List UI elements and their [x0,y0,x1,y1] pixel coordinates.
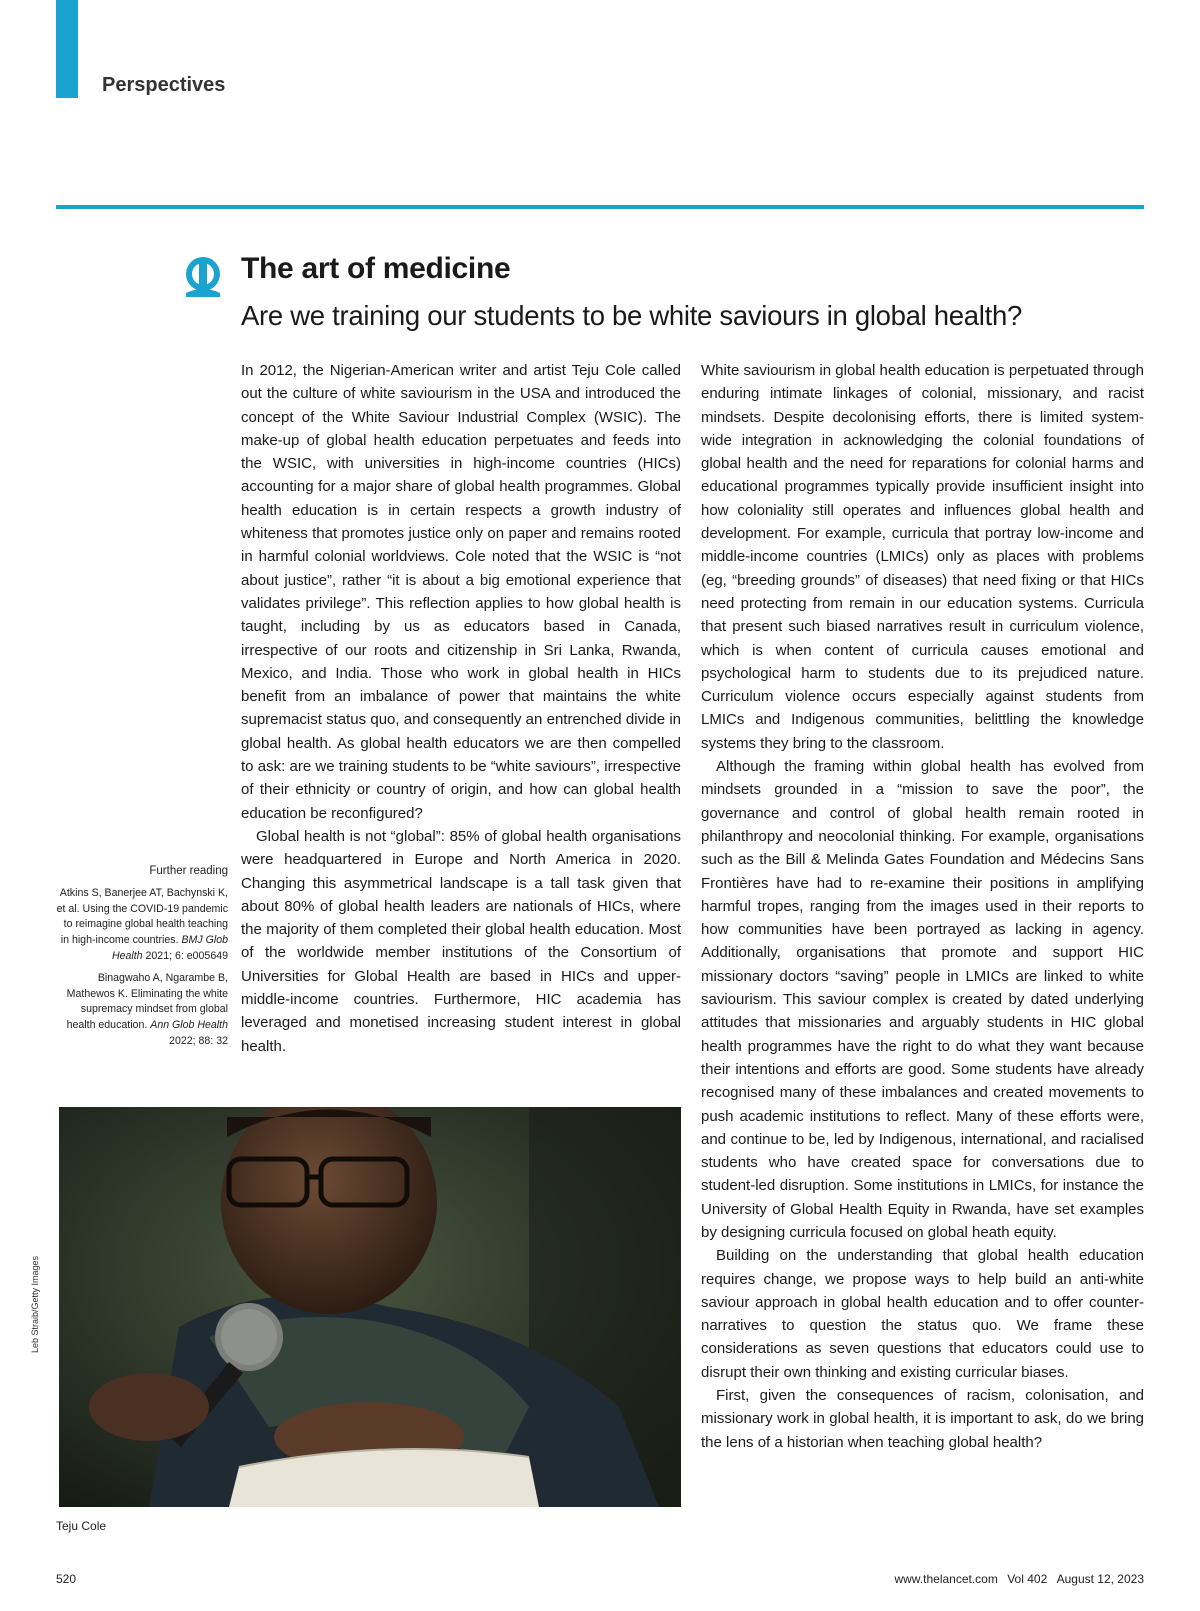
article-body-left [241,359,681,1058]
crossmark-icon[interactable] [180,253,226,299]
section-color-tab [56,0,78,98]
reference-journal: Ann Glob Health [150,1019,228,1032]
journal-footer [844,1572,1144,1586]
reference-citation: 2021; 6: e005649 [145,949,228,962]
further-reading [56,864,228,1056]
reference-authors: Atkins S, Banerjee AT, Bachynski K, et al. Using the COVID-19 pandemic to reimagine global health teaching in high-income countries. [56,886,228,947]
reference-authors: Binagwaho A, Ngarambe B, Mathewos K. Eliminating the white supremacy mindset from global health education. [66,971,228,1032]
photo-illustration [59,1107,681,1507]
page-number: 520 [56,1572,77,1586]
reference-item[interactable] [56,971,228,1050]
header-rule [56,205,1144,209]
issue-date: August 12, 2023 [1056,1572,1144,1586]
body-paragraph: Building on the understanding that global health education requires change, we propose ways to help build an anti-white saviour approach in global health education and to offer counter-narratives to question the status quo. We frame these considerations as seven questions that educators could use to disrupt their own thinking and existing curricular biases. [701,1247,1144,1381]
further-reading-title: Further reading [149,865,228,877]
journal-website[interactable]: www.thelancet.com [894,1572,998,1586]
body-paragraph: First, given the consequences of racism, colonisation, and missionary work in global health, it is important to ask, do we bring the lens of a historian when teaching global health? [701,1387,1144,1451]
article-kicker: The art of medicine [241,252,511,285]
reference-citation: 2022; 88: 32 [169,1034,228,1047]
section-label: Perspectives [102,74,226,96]
reference-item[interactable] [56,886,228,965]
body-paragraph: White saviourism in global health education is perpetuated through enduring intimate linkages of colonial, missionary, and racist mindsets. Despite decolonising efforts, there is limited system-wide integration in acknowledging the colonial foundations of global health and the need for reparations for colonial harms and educational programmes typically provide insufficient insight into how coloniality still operates and influences global health and development. For example, curricula that portray low-income and middle-income countries (LMICs) only as places with problems (eg, “breeding grounds” of diseases) that need fixing or that HICs need protecting from remain in our education systems. Curricula that present such biased narratives result in curriculum violence, which is when content of curricula causes emotional and psychological harm to students due to its prejudiced nature. Curriculum violence occurs especially against students from LMICs and Indigenous communities, belittling the knowledge systems they bring to the classroom. [701,362,1144,752]
photo-credit: Leb Straib/Getty Images [30,1255,40,1353]
body-paragraph: Although the framing within global health has evolved from mindsets grounded in a “mission to save the poor”, the governance and control of global health remain rooted in philanthropy and neocolonial thinking. For example, organisations such as the Bill & Melinda Gates Foundation and Médecins Sans Frontières have had to re-examine their positions in amplifying harmful tropes, ranging from the images used in their reports to how communities have been portrayed as lacking in agency. Additionally, organisations that promote and support HIC missionary doctors “saving” people in LMICs are linked to white saviourism. This saviour complex is created by dated underlying attitudes that missionaries and arguably students in HIC global health programmes have the right to do what they want because their intentions and efforts are good. Some students have already recognised many of these imbalances and created movements to push academic institutions to reflect. Many of these efforts were, and continue to be, led by Indigenous, international, and racialised students who have created space for conversations due to student-led disruption. Some institutions in LMICs, for instance the University of Global Health Equity in Rwanda, have set examples by designing curricula focused on global heath equity. [701,758,1144,1241]
article-body-right [701,359,1144,1454]
photo-caption: Teju Cole [56,1519,107,1533]
article-photo [59,1107,681,1507]
body-paragraph: In 2012, the Nigerian-American writer and artist Teju Cole called out the culture of white saviourism in the USA and introduced the concept of the White Saviour Industrial Complex (WSIC). The make-up of global health education perpetuates and feeds into the WSIC, with universities in high-income countries (HICs) accounting for a major share of global health programmes. Global health education is in certain respects a growth industry of whiteness that promotes justice only on paper and remains rooted in harmful colonial worldviews. Cole noted that the WSIC is “not about justice”, rather “it is about a big emotional experience that validates privilege”. This reflection applies to how global health is taught, including by us as educators based in Canada, irrespective of our roots and citizenship in Sri Lanka, Rwanda, Mexico, and India. Those who work in global health in HICs benefit from an imbalance of power that maintains the white supremacist status quo, and consequently an entrenched divide in global health. As global health educators we are then compelled to ask: are we training students to be “white saviours”, irrespective of their ethnicity or country of origin, and how can global health education be reconfigured? [241,362,681,822]
article-headline: Are we training our students to be white saviours in global health? [241,300,1022,331]
journal-volume: Vol 402 [1007,1572,1048,1586]
body-paragraph: Global health is not “global”: 85% of global health organisations were headquartered in Europe and North America in 2020. Changing this asymmetrical landscape is a tall task given that about 80% of global health leaders are nationals of HICs, where the majority of them completed their global health education. Most of the worldwide member institutions of the Consortium of Universities for Global Health are based in HICs and upper-middle-income countries. Furthermore, HIC academia has leveraged and monetised increasing student interest in global health. [241,827,681,1055]
reference-journal: BMJ Glob Health [111,934,228,962]
